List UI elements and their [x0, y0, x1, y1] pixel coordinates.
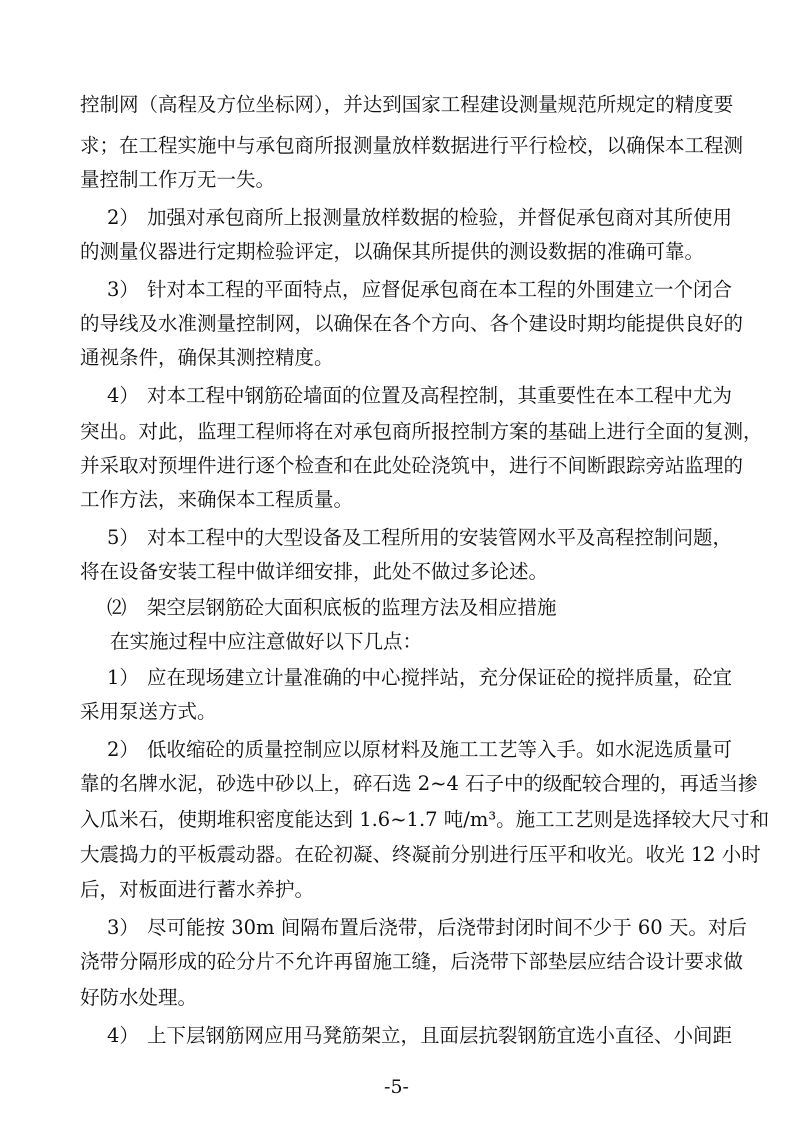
text-line: [80, 277, 733, 303]
line-text: 架空层钢筋砼大面积底板的监理方法及相应措施: [147, 596, 557, 619]
text-line: 控制网（高程及方位坐标网），并达到国家工程建设测量规范所规定的精度要: [80, 93, 734, 116]
list-number: 2）: [107, 738, 139, 761]
line-text: 上下层钢筋网应用马凳筋架立，且面层抗裂钢筋宜选小直径、小间距: [147, 1024, 733, 1047]
page-number: -5-: [384, 1076, 409, 1098]
text-line: [80, 1023, 733, 1049]
text-line: 后，对板面进行蓄水养护。: [80, 878, 315, 901]
line-text: 在实施过程中应注意做好以下几点：: [110, 630, 423, 653]
text-line: 求；在工程实施中与承包商所报测量放样数据进行平行检校，以确保本工程测: [80, 134, 744, 157]
line-text: 对本工程中的大型设备及工程所用的安装管网水平及高程控制问题，: [147, 526, 733, 549]
text-line: 入瓜米石，使期堆积密度能达到 1.6~1.7 吨/m³。施工工艺则是选择较大尺寸和: [80, 808, 770, 831]
text-line: [80, 205, 733, 231]
text-line: [80, 737, 733, 763]
text-line: [80, 665, 733, 691]
text-line: 量控制工作万无一失。: [80, 168, 276, 191]
text-line: 并采取对预埋件进行逐个检查和在此处砼浇筑中，进行不间断跟踪旁站监理的: [80, 454, 744, 477]
text-line: 采用泵送方式。: [80, 700, 217, 723]
text-line: 好防水处理。: [80, 986, 198, 1009]
line-text: 低收缩砼的质量控制应以原材料及施工工艺等入手。如水泥选质量可: [147, 738, 733, 761]
list-number: 1）: [107, 666, 139, 689]
list-number: 5）: [107, 526, 139, 549]
line-text: 尽可能按 30m 间隔布置后浇带，后浇带封闭时间不少于 60 天。对后: [147, 916, 747, 939]
text-line: 将在设备安装工程中做详细安排，此处不做过多论述。: [80, 560, 549, 583]
text-line: 靠的名牌水泥，砂选中砂以上，碎石选 2~4 石子中的级配较合理的，再适当掺: [80, 772, 758, 795]
list-number: ⑵: [107, 596, 127, 619]
text-line: [80, 525, 733, 551]
list-number: 3）: [107, 278, 139, 301]
list-number: 4）: [107, 1024, 139, 1047]
text-line: 突出。对此，监理工程师将在对承包商所报控制方案的基础上进行全面的复测，: [80, 420, 763, 443]
text-line: 大震捣力的平板震动器。在砼初凝、终凝前分别进行压平和收光。收光 12 小时: [80, 843, 761, 866]
text-line: [80, 629, 721, 655]
text-line: [80, 915, 747, 941]
line-text: 加强对承包商所上报测量放样数据的检验，并督促承包商对其所使用: [147, 206, 733, 229]
text-line: [80, 595, 721, 621]
line-text: 对本工程中钢筋砼墙面的位置及高程控制，其重要性在本工程中尤为: [147, 384, 733, 407]
list-number: 4）: [107, 384, 139, 407]
text-line: 工作方法，来确保本工程质量。: [80, 488, 354, 511]
text-line: [80, 383, 733, 409]
list-number: 2）: [107, 206, 139, 229]
line-text: 应在现场建立计量准确的中心搅拌站，充分保证砼的搅拌质量，砼宜: [147, 666, 733, 689]
text-line: 的测量仪器进行定期检验评定，以确保其所提供的测设数据的准确可靠。: [80, 240, 705, 263]
text-line: 通视条件，确保其测控精度。: [80, 346, 334, 369]
line-text: 针对本工程的平面特点，应督促承包商在本工程的外围建立一个闭合: [147, 278, 733, 301]
text-line: 的导线及水准测量控制网，以确保在各个方向、各个建设时期均能提供良好的: [80, 312, 744, 335]
list-number: 3）: [107, 916, 139, 939]
text-line: 浇带分隔形成的砼分片不允许再留施工缝，后浇带下部垫层应结合设计要求做: [80, 950, 744, 973]
